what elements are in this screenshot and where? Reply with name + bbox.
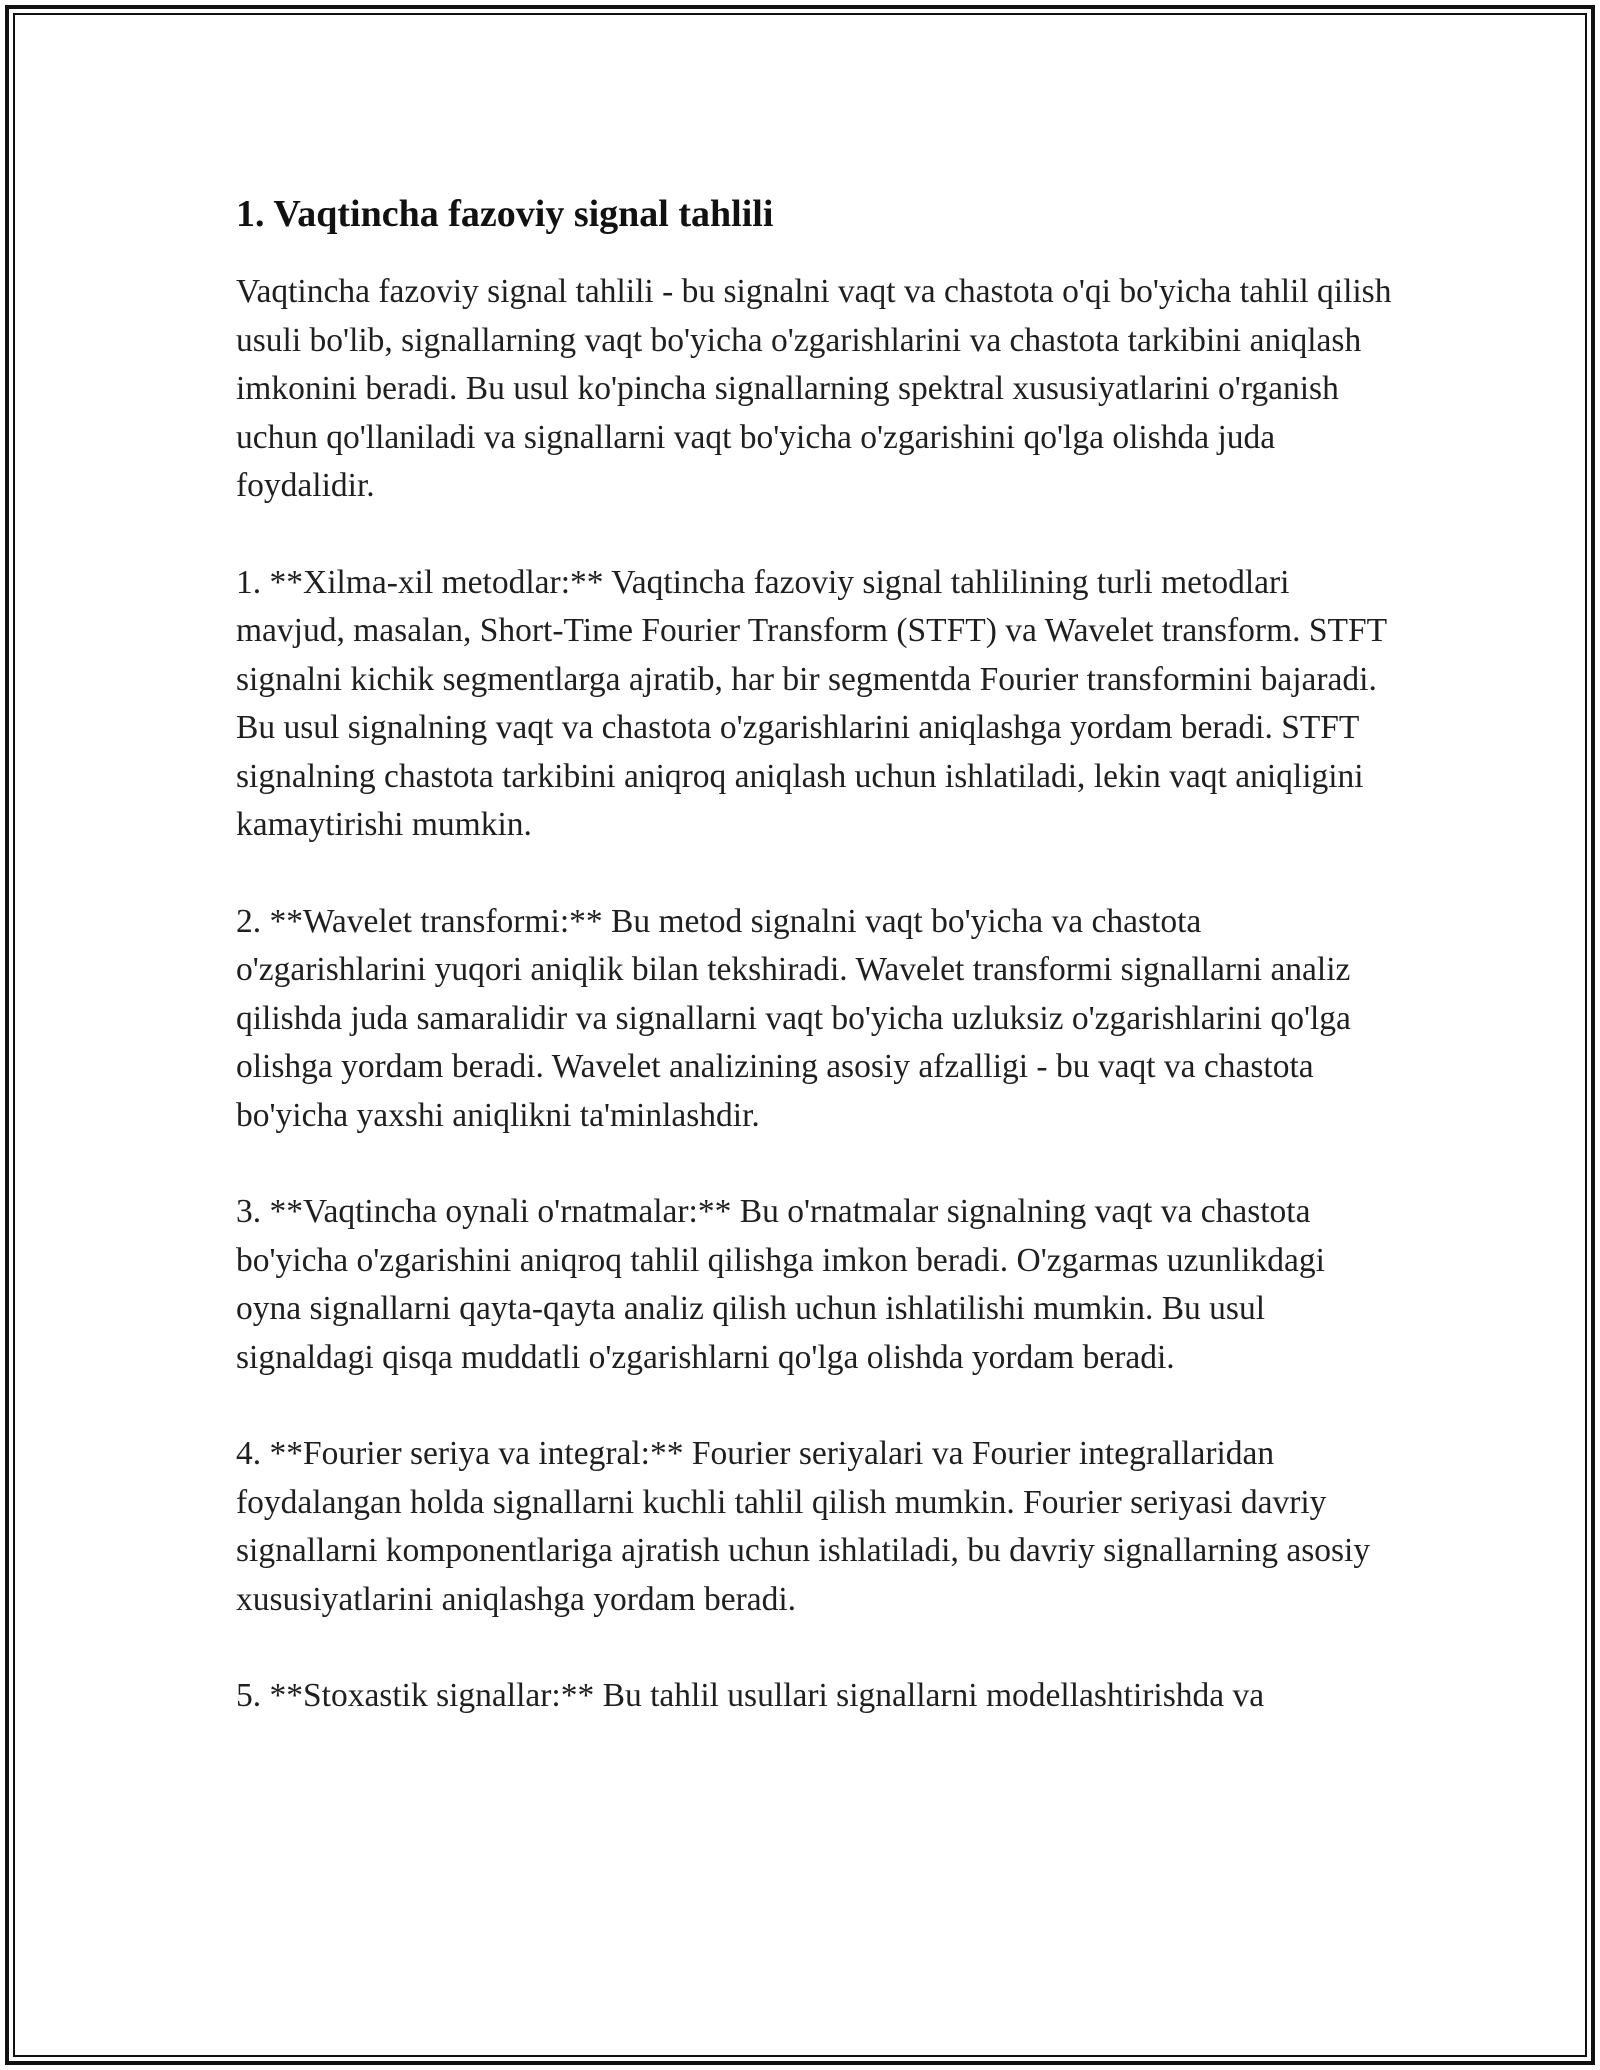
document-title: 1. Vaqtincha fazoviy signal tahlili [236,193,774,235]
list-item-stoxastik-signallar: 5. **Stoxastik signallar:** Bu tahlil usullari signallarni modellashtirishda va [236,1677,1265,1714]
list-item-vaqtincha-oynali-ornatmalar: 3. **Vaqtincha oynali o'rnatmalar:** Bu o'rnatmalar signalning vaqt va chastota bo'yicha o'zgarishini aniqroq tahlil qilishga imkon beradi. O'zgarmas uzunlikdagi oyna signallarni qayta-qayta analiz qilish uchun ishlatilishi mumkin. Bu usul signaldagi qisqa muddatli o'zgarishlarni qo'lga olishda yordam beradi. [236,1193,1325,1376]
list-item-wavelet-transformi: 2. **Wavelet transformi:** Bu metod signalni vaqt bo'yicha va chastota o'zgarishlarini yuqori aniqlik bilan tekshiradi. Wavelet transformi signallarni analiz qilishda juda samaralidir va signallarni vaqt bo'yicha uzluksiz o'zgarishlarini qo'lga olishga yordam beradi. Wavelet analizining asosiy afzalligi - bu vaqt va chastota bo'yicha yaxshi aniqlikni ta'minlashdir. [236,902,1351,1134]
document-page [236,188,1396,1721]
intro-paragraph: Vaqtincha fazoviy signal tahlili - bu signalni vaqt va chastota o'qi bo'yicha tahlil qilish usuli bo'lib, signallarning vaqt bo'yicha o'zgarishlarini va chastota tarkibini aniqlash imkonini beradi. Bu usul ko'pincha signallarning spektral xususiyatlarini o'rganish uchun qo'llaniladi va signallarni vaqt bo'yicha o'zgarishini qo'lga olishda juda foydalidir. [236,273,1392,504]
list-item-xilma-xil-metodlar: 1. **Xilma-xil metodlar:** Vaqtincha fazoviy signal tahlilining turli metodlari mavjud, masalan, Short-Time Fourier Transform (STFT) va Wavelet transform. STFT signalni kichik segmentlarga ajratib, har bir segmentda Fourier transformini bajaradi. Bu usul signalning vaqt va chastota o'zgarishlarini aniqlashga yordam beradi. STFT signalning chastota tarkibini aniqroq aniqlash uchun ishlatiladi, lekin vaqt aniqligini kamaytirishi mumkin. [236,563,1387,843]
list-item-fourier-seriya-va-integral: 4. **Fourier seriya va integral:** Fourier seriyalari va Fourier integrallaridan foydalangan holda signallarni kuchli tahlil qilish mumkin. Fourier seriyasi davriy signallarni komponentlariga ajratish uchun ishlatiladi, bu davriy signallarning asosiy xususiyatlarini aniqlashga yordam beradi. [236,1435,1371,1618]
